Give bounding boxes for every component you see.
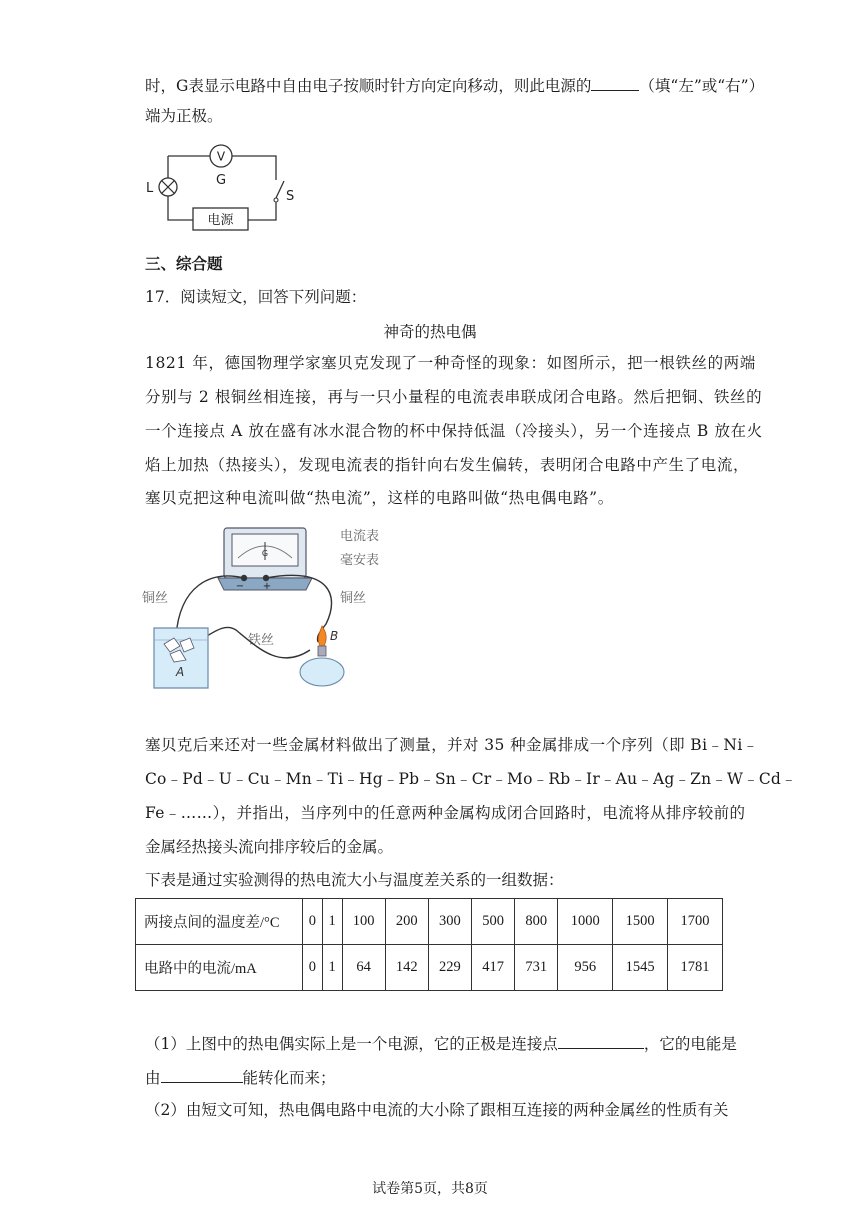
table-cell: 731 [515, 945, 558, 991]
article-p1-line: 一个连接点 A 放在盛有冰水混合物的杯中保持低温（冷接头），另一个连接点 B 放在火 [145, 422, 763, 440]
article-p2-line: Co﹣Pd﹣U﹣Cu﹣Mn﹣Ti﹣Hg﹣Pb﹣Sn﹣Cr﹣Mo﹣Rb﹣Ir﹣Au﹣Ag﹣Zn﹣W﹣Cd﹣ [145, 770, 797, 788]
section-title: 三、综合题 [145, 254, 223, 273]
sub-question-1-line-2 [145, 1066, 336, 1088]
article-title: 神奇的热电偶 [383, 323, 477, 341]
switch-label: S [286, 189, 295, 204]
table-cell: 0 [303, 945, 323, 991]
lamp-icon [159, 178, 177, 196]
ice-beaker-icon [154, 628, 208, 688]
meter-label: G [215, 173, 227, 188]
table-cell: 500 [472, 899, 515, 945]
svg-text:V: V [216, 149, 226, 164]
minus-terminal: − [235, 581, 245, 592]
sub1-text-b: ，它的电能是 [643, 1035, 737, 1053]
q17-intro: 17．阅读短文，回答下列问题： [145, 288, 367, 306]
plus-terminal: + [262, 581, 272, 592]
q16-line-2: 端为正极。 [145, 107, 223, 125]
voltmeter-icon [210, 145, 232, 167]
article-p2-line: Fe﹣……），并指出，当序列中的任意两种金属构成闭合回路时，电流将从排序较前的 [145, 804, 746, 822]
table-cell: 1 [322, 945, 342, 991]
sub1-answer-blank-2[interactable] [161, 1066, 243, 1083]
ammeter-label: 电流表 [340, 529, 380, 544]
point-a-label: A [176, 665, 185, 679]
table-cell: 0 [303, 899, 323, 945]
meter-g-label: G [261, 549, 269, 558]
sub-question-1-line-1 [145, 1032, 737, 1054]
article-p1-line: 分别与 2 根铜丝相连接，再与一只小量程的电流表串联成闭合电路。然后把铜、铁丝的 [145, 388, 763, 406]
table-cell: 1545 [613, 945, 668, 991]
table-cell: 200 [385, 899, 428, 945]
table-cell: 142 [385, 945, 428, 991]
sub1-answer-blank-1[interactable] [558, 1032, 644, 1049]
right-copper-label: 铜丝 [340, 591, 367, 606]
table-cell: 417 [472, 945, 515, 991]
table-cell: 1000 [558, 899, 613, 945]
sub-question-2: （2）由短文可知，热电偶电路中电流的大小除了跟相互连接的两种金属丝的性质有关 [145, 1101, 729, 1119]
table-cell: 1 [322, 899, 342, 945]
table-cell: 100 [342, 899, 385, 945]
page-footer: 试卷第5页，共8页 [372, 1181, 488, 1197]
power-source-label: 电源 [207, 213, 234, 228]
table-cell: 800 [515, 899, 558, 945]
table-cell: 1500 [613, 899, 668, 945]
left-copper-label: 铜丝 [142, 591, 169, 606]
article-p1-line: 塞贝克把这种电流叫做“热电流”，这样的电路叫做“热电偶电路”。 [145, 489, 614, 507]
table-header-cell: 两接点间的温度差/°C [136, 899, 303, 945]
table-cell: 956 [558, 945, 613, 991]
q16-text-b: （填“左”或“右”） [639, 77, 765, 95]
milliammeter-label: 毫安表 [340, 553, 380, 568]
data-table [135, 898, 723, 991]
q16-line-1 [145, 74, 764, 96]
lamp-label: L [146, 181, 154, 196]
article-p2-line: 金属经热接头流向排序较后的金属。 [145, 838, 394, 856]
article-p1-line: 1821 年，德国物理学家塞贝克发现了一种奇怪的现象：如图所示，把一根铁丝的两端 [145, 354, 756, 372]
table-row [136, 899, 723, 945]
table-cell: 300 [428, 899, 471, 945]
table-cell: 1781 [668, 945, 723, 991]
switch-icon [274, 181, 284, 202]
iron-wire-label: 铁丝 [248, 633, 275, 648]
point-b-label: B [330, 629, 339, 643]
article-p2-line: 塞贝克后来还对一些金属材料做出了测量，并对 35 种金属排成一个序列（即 Bi﹣Ni﹣ [145, 736, 759, 754]
table-row [136, 945, 723, 991]
sub1-text-c: 由 [145, 1069, 161, 1087]
thermocouple-figure [140, 520, 390, 692]
table-intro: 下表是通过实验测得的热电流大小与温度差关系的一组数据： [145, 871, 564, 889]
article-p1-line: 焰上加热（热接头），发现电流表的指针向右发生偏转，表明闭合电路中产生了电流， [145, 456, 750, 474]
table-cell: 1700 [668, 899, 723, 945]
table-header-cell: 电路中的电流/mA [136, 945, 303, 991]
table-cell: 229 [428, 945, 471, 991]
circuit-diagram [140, 140, 310, 236]
table-cell: 64 [342, 945, 385, 991]
sub1-text-d: 能转化而来； [242, 1069, 336, 1087]
q16-text-a: 时，G表显示电路中自由电子按顺时针方向定向移动，则此电源的 [145, 77, 592, 95]
sub1-text-a: （1）上图中的热电偶实际上是一个电源，它的正极是连接点 [145, 1035, 558, 1053]
q16-answer-blank[interactable] [591, 74, 639, 91]
